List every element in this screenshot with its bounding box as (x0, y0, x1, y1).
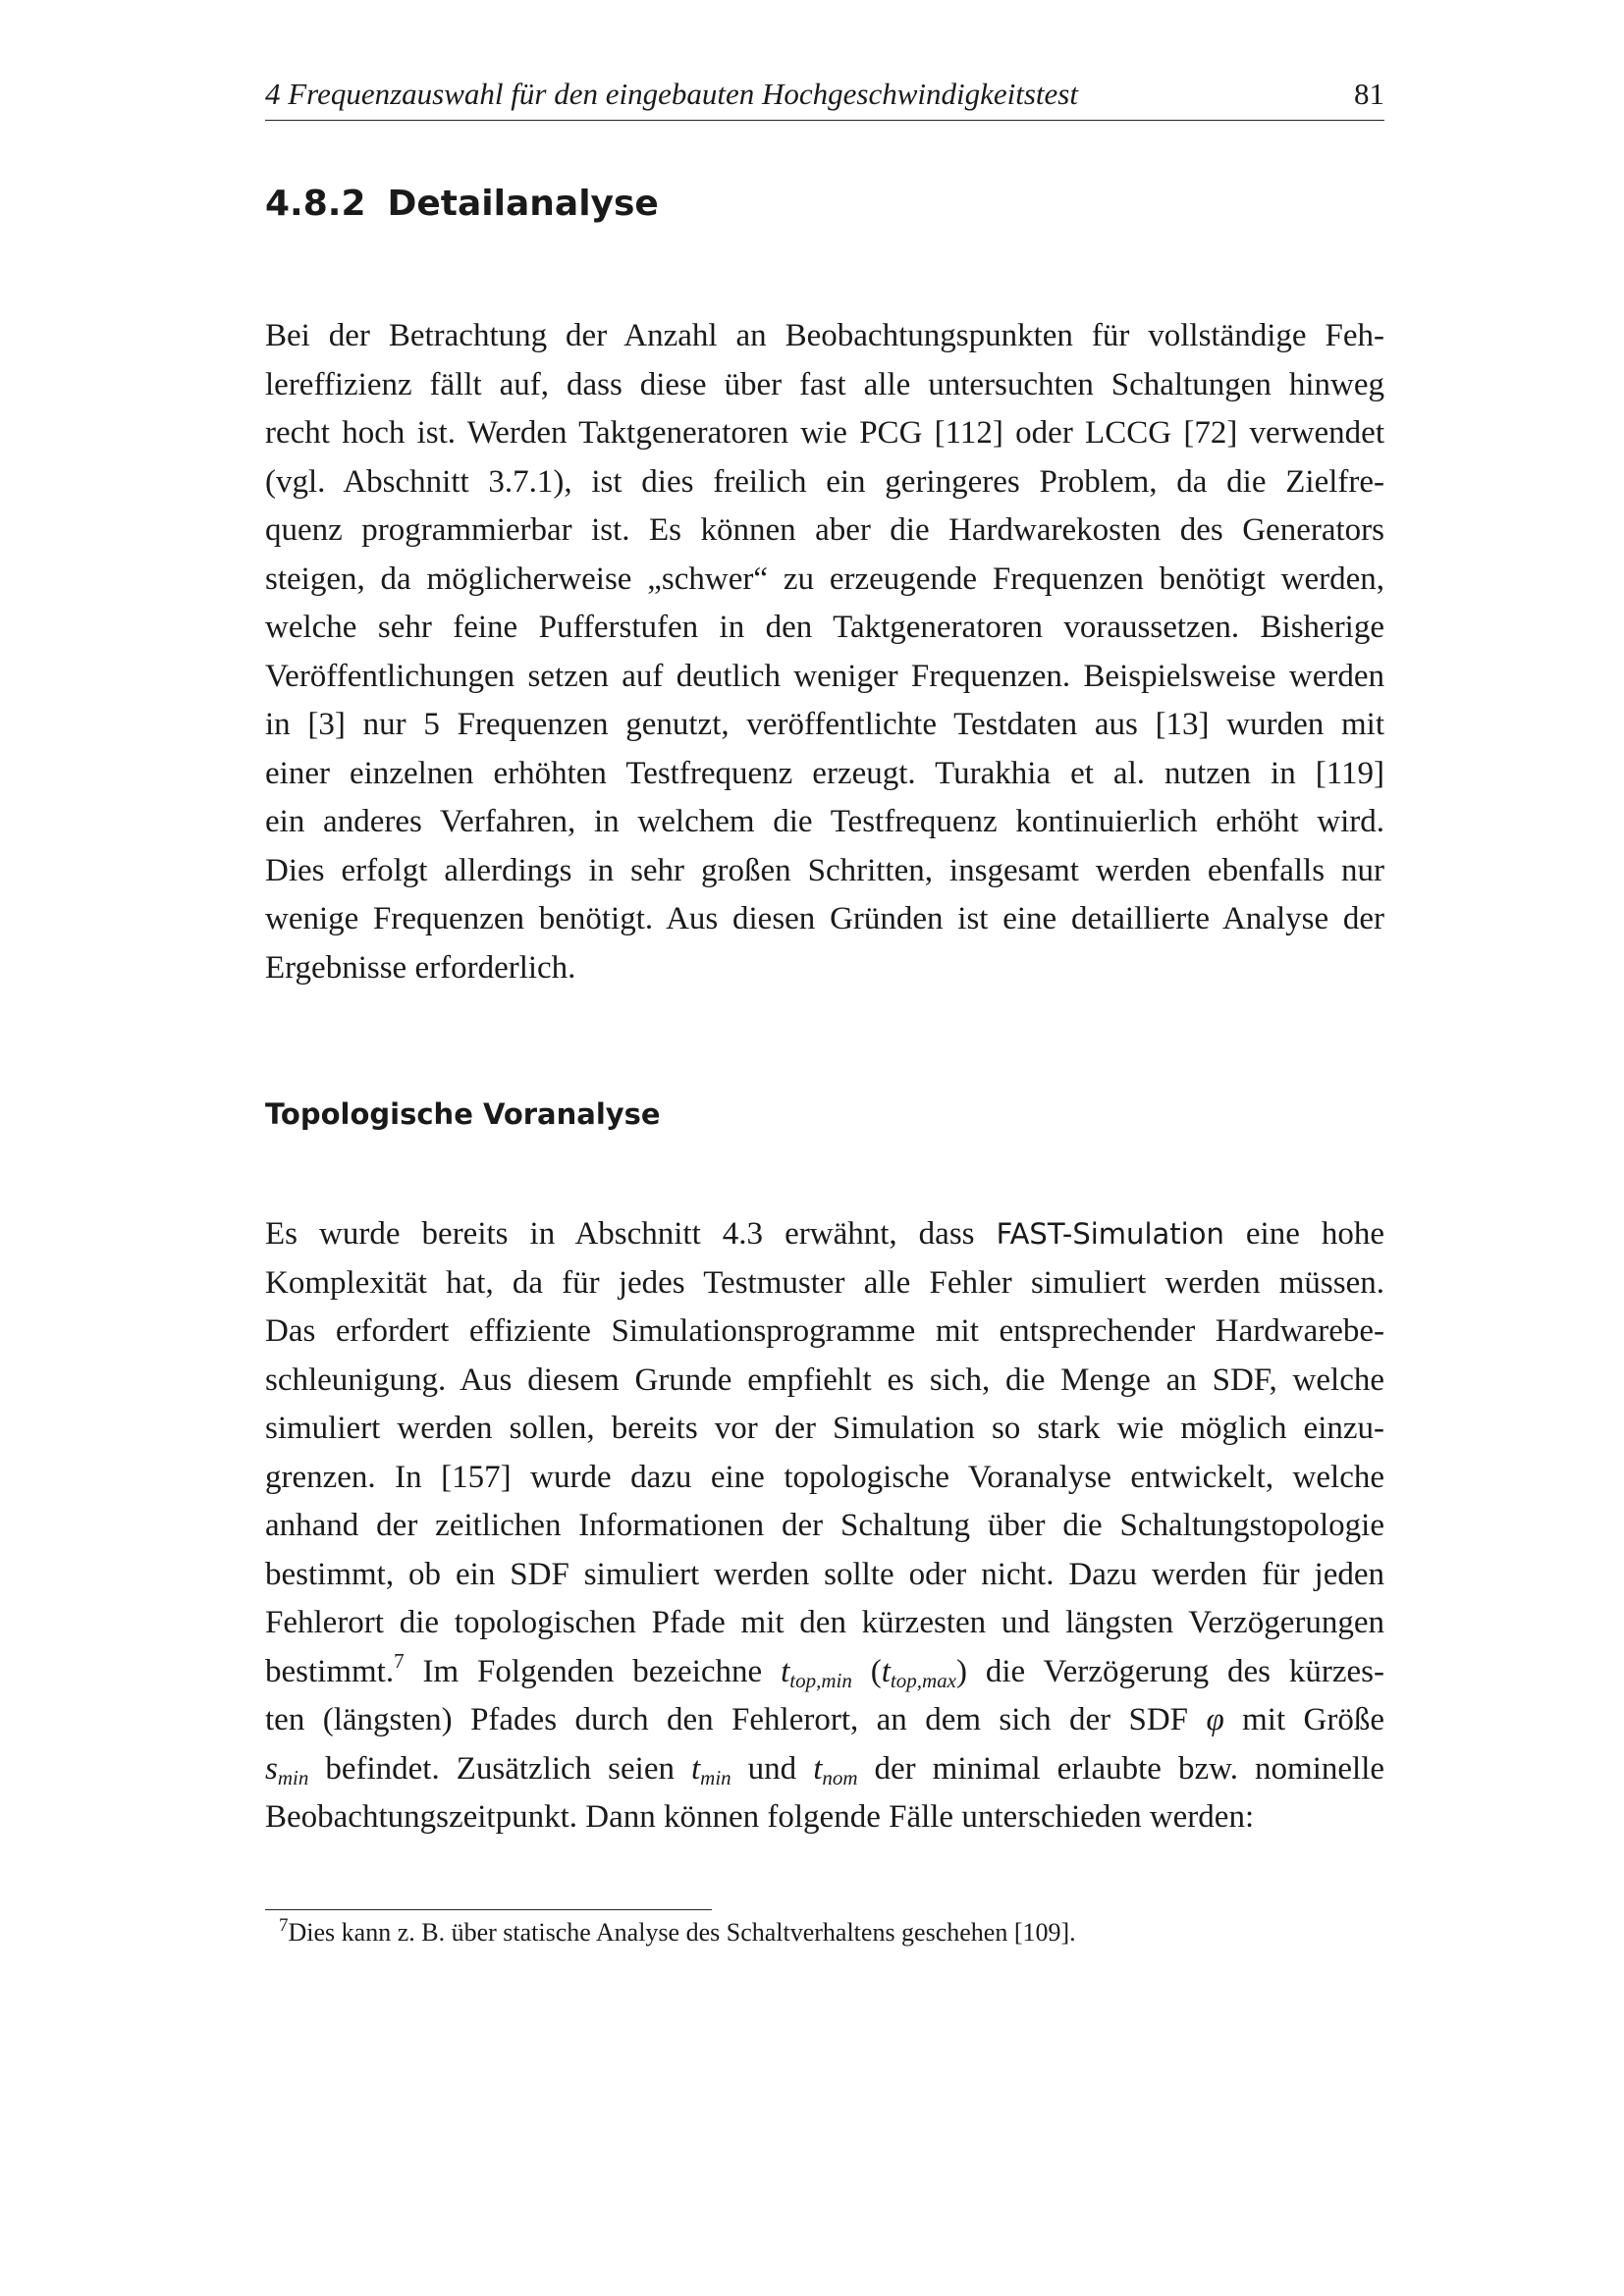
text-line: Komplexität hat, da für jedes Testmuster alle Fehler simuliert werden müssen. (265, 1264, 1384, 1301)
text-line: Veröffentlichungen setzen auf deutlich weniger Frequenzen. Beispielsweise werden (265, 658, 1384, 694)
text-run: ten (längsten) Pfades durch den Fehlerort, an dem sich der SDF (265, 1702, 1207, 1737)
math-subscript: top,min (789, 1668, 852, 1692)
text-line: wenige Frequenzen benötigt. Aus diesen Gründen ist eine detaillierte Analyse der (265, 901, 1384, 936)
text-line: Dies erfolgt allerdings in sehr großen Schritten, insgesamt werden ebenfalls nur (265, 852, 1384, 888)
term-fast-simulation: FAST-Simulation (996, 1217, 1224, 1251)
text-line: lereffizienz fällt auf, dass diese über fast alle untersuchten Schaltungen hinweg (265, 366, 1384, 402)
text-line: ein anderes Verfahren, in welchem die Testfrequenz kontinuierlich erhöht wird. (265, 804, 1384, 839)
math-t-nom (813, 1751, 857, 1787)
text-line: in [3] nur 5 Frequenzen genutzt, veröffentlichte Testdaten aus [13] wurden mit (265, 707, 1384, 742)
math-symbol: t (691, 1750, 701, 1787)
text-run: ( (851, 1653, 882, 1689)
text-line (265, 1648, 1384, 1697)
math-s-min (265, 1751, 308, 1787)
math-phi: φ (1206, 1702, 1224, 1737)
text-line: anhand der zeitlichen Informationen der Schaltung über die Schaltungstopologie (265, 1508, 1384, 1543)
text-run: bestimmt. (265, 1653, 395, 1689)
math-subscript: min (277, 1765, 309, 1789)
math-symbol: s (265, 1750, 278, 1787)
math-t-min (691, 1751, 731, 1787)
text-line (265, 1210, 1384, 1259)
intro-paragraph (265, 312, 1384, 992)
footnote-mark: 7 (279, 1915, 289, 1936)
footnote-divider (265, 1909, 712, 1910)
text-line: simuliert werden sollen, bereits vor der Simulation so stark wie möglich einzu- (265, 1411, 1384, 1446)
math-symbol: t (781, 1653, 790, 1689)
math-subscript: nom (822, 1765, 858, 1789)
text-run: mit Größe (1223, 1702, 1384, 1737)
text-line: schleunigung. Aus diesem Grunde empfiehlt es sich, die Menge an SDF, welche (265, 1362, 1384, 1398)
text-line: bestimmt, ob ein SDF simuliert werden sollte oder nicht. Dazu werden für jeden (265, 1556, 1384, 1592)
text-line: Fehlerort die topologischen Pfade mit den kürzesten und längsten Verzögerungen (265, 1605, 1384, 1640)
text-run: und (731, 1750, 814, 1787)
section-number: 4.8.2 (265, 184, 366, 224)
math-symbol: t (813, 1750, 823, 1787)
text-run: Es wurde bereits in Abschnitt 4.3 erwähnt, dass (265, 1216, 975, 1252)
math-subscript: top,max (890, 1668, 956, 1692)
math-t-top-max (881, 1653, 956, 1692)
text-line (265, 1745, 1384, 1794)
section-heading (265, 183, 659, 226)
text-run: eine hohe (1245, 1216, 1385, 1252)
text-run: ) die Verzögerung des kürzes- (955, 1653, 1384, 1689)
text-line: Ergebnisse erforderlich. (265, 949, 576, 986)
page-number: 81 (1354, 77, 1384, 111)
voranalyse-paragraph (265, 1210, 1384, 1842)
text-line: quenz programmierbar ist. Es können aber die Hardwarekosten des Generators (265, 512, 1384, 548)
math-subscript: min (700, 1765, 731, 1789)
math-t-top-min (781, 1653, 852, 1692)
text-line: welche sehr feine Pufferstufen in den Taktgeneratoren voraussetzen. Bisherige (265, 610, 1384, 645)
text-run: Im Folgenden bezeichne (404, 1653, 782, 1689)
text-line: Beobachtungszeitpunkt. Dann können folgende Fälle unterschieden werden: (265, 1799, 1255, 1835)
subsection-heading: Topologische Voranalyse (265, 1097, 661, 1131)
text-line: grenzen. In [157] wurde dazu eine topologische Voranalyse entwickelt, welche (265, 1459, 1384, 1495)
text-line: einer einzelnen erhöhten Testfrequenz erzeugt. Turakhia et al. nutzen in [119] (265, 755, 1384, 791)
footnote-reference[interactable]: 7 (394, 1648, 405, 1673)
running-header (265, 77, 1384, 121)
text-line: recht hoch ist. Werden Taktgeneratoren wie PCG [112] oder LCCG [72] verwendet (265, 415, 1384, 451)
footnote (279, 1916, 1076, 1949)
text-run: befindet. Zusätzlich seien (308, 1750, 691, 1787)
text-line (265, 1696, 1384, 1745)
text-line: steigen, da möglicherweise „schwer“ zu erzeugende Frequenzen benötigt werden, (265, 561, 1384, 597)
text-line: (vgl. Abschnitt 3.7.1), ist dies freilich ein geringeres Problem, da die Zielfre- (265, 463, 1384, 500)
math-symbol: t (881, 1653, 891, 1689)
text-line: Bei der Betrachtung der Anzahl an Beobachtungspunkten für vollständige Feh- (265, 318, 1384, 353)
section-title: Detailanalyse (387, 184, 659, 224)
running-header-chapter: 4 Frequenzauswahl für den eingebauten Hochgeschwindigkeitstest (265, 77, 1078, 111)
footnote-text: Dies kann z. B. über statische Analyse des Schaltverhaltens geschehen [109]. (288, 1918, 1076, 1947)
text-line: Das erfordert effiziente Simulationsprogramme mit entsprechender Hardwarebe- (265, 1313, 1384, 1349)
text-run: der minimal erlaubte bzw. nominelle (857, 1750, 1385, 1787)
